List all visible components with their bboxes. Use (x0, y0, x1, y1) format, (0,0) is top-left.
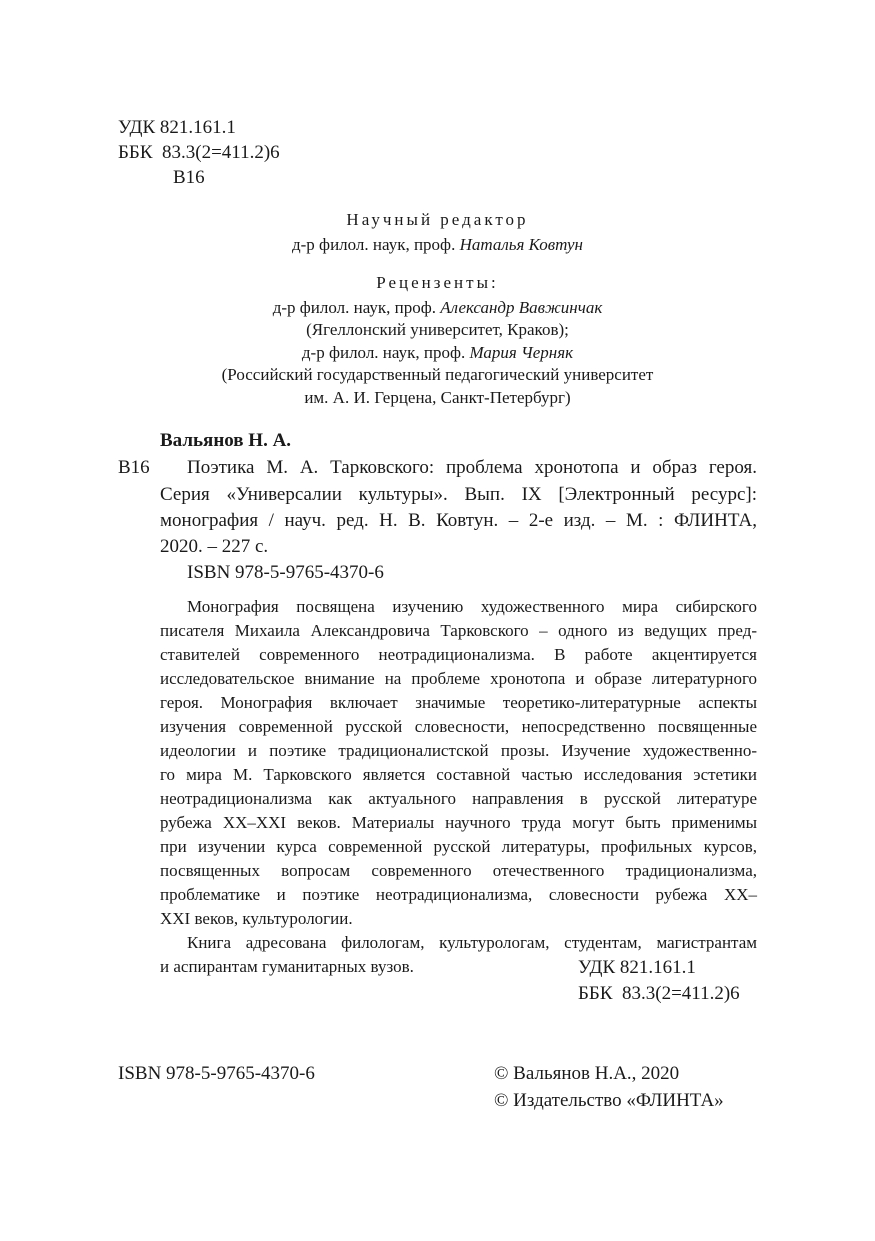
editor-heading: Научный редактор (346, 210, 529, 229)
reviewer-1-prefix: д-р филол. наук, проф. (272, 298, 441, 317)
abstract-line: идеологии и поэтике традиционалистской прозы. Изучение художественно- (160, 741, 757, 760)
reviewer-1 (0, 296, 875, 320)
reviewer-2-affiliation-1: (Российский государственный педагогический университет (221, 365, 654, 384)
bib-isbn: ISBN 978-5-9765-4370-6 (187, 562, 384, 583)
udk-code: УДК 821.161.1 (118, 117, 236, 138)
editor-line (0, 233, 875, 257)
bib-author: Вальянов Н. А. (160, 430, 292, 451)
reviewer-1-affiliation: (Ягеллонский университет, Краков); (306, 320, 569, 339)
copyright-publisher: © Издательство «ФЛИНТА» (494, 1090, 724, 1111)
abstract-line: неотрадиционализма как актуального направления в русской литературе (160, 789, 757, 808)
bib-code: В16 (118, 457, 150, 478)
abstract-line: XXI веков, культурологии. (160, 909, 353, 928)
abstract-line: посвященных вопросам современного отечественного традиционализма, (160, 861, 757, 880)
author-mark: В16 (173, 167, 205, 188)
abstract-line: писателя Михаила Александровича Тарковского – одного из ведущих пред- (160, 621, 757, 640)
bib-title-line-3: монография / науч. ред. Н. В. Ковтун. – 2-е изд. – М. : ФЛИНТА, (160, 510, 757, 531)
reviewer-2-name: Мария Черняк (469, 343, 574, 362)
copyright-author: © Вальянов Н.А., 2020 (494, 1063, 680, 1084)
abstract-line: проблематике и поэтике неотрадиционализма, словесности рубежа XX– (160, 885, 757, 904)
bib-title-line-2: Серия «Универсалии культуры». Вып. IX [Электронный ресурс]: (160, 484, 757, 505)
abstract-line: Монография посвящена изучению художественного мира сибирского (187, 597, 757, 616)
audience-line-1: Книга адресована филологам, культурологам, студентам, магистрантам (187, 933, 757, 952)
reviewer-2-affiliation-2: им. А. И. Герцена, Санкт-Петербург) (304, 388, 571, 407)
bottom-udk-code: УДК 821.161.1 (578, 957, 696, 978)
editor-name: Наталья Ковтун (459, 235, 583, 254)
abstract-line: изучения современной русской словесности, непосредственно посвященные (160, 717, 757, 736)
abstract-line: исследовательское внимание на проблеме хронотопа и образе литературного (160, 669, 757, 688)
abstract (160, 595, 757, 979)
bbk-code: ББК 83.3(2=411.2)6 (118, 142, 280, 163)
abstract-line: героя. Монография включает значимые теоретико-литературные аспекты (160, 693, 757, 712)
abstract-line: го мира М. Тарковского является составной частью исследования эстетики (160, 765, 757, 784)
reviewer-2 (0, 341, 875, 365)
reviewer-2-prefix: д-р филол. наук, проф. (301, 343, 470, 362)
bib-title-line-1: Поэтика М. А. Тарковского: проблема хронотопа и образ героя. (187, 457, 757, 478)
reviewer-1-name: Александр Вавжинчак (440, 298, 603, 317)
bottom-bbk-code: ББК 83.3(2=411.2)6 (578, 983, 740, 1004)
abstract-line: ставителей современного неотрадиционализма. В работе акцентируется (160, 645, 757, 664)
reviewers-heading: Рецензенты: (376, 273, 499, 292)
audience-line-2: и аспирантам гуманитарных вузов. (160, 957, 414, 976)
abstract-line: рубежа XX–XXI веков. Материалы научного труда могут быть применимы (160, 813, 757, 832)
footer-isbn: ISBN 978-5-9765-4370-6 (118, 1063, 315, 1084)
bib-title-line-4: 2020. – 227 с. (160, 536, 269, 557)
abstract-line: при изучении курса современной русской литературы, профильных курсов, (160, 837, 757, 856)
editor-prefix: д-р филол. наук, проф. (292, 235, 460, 254)
